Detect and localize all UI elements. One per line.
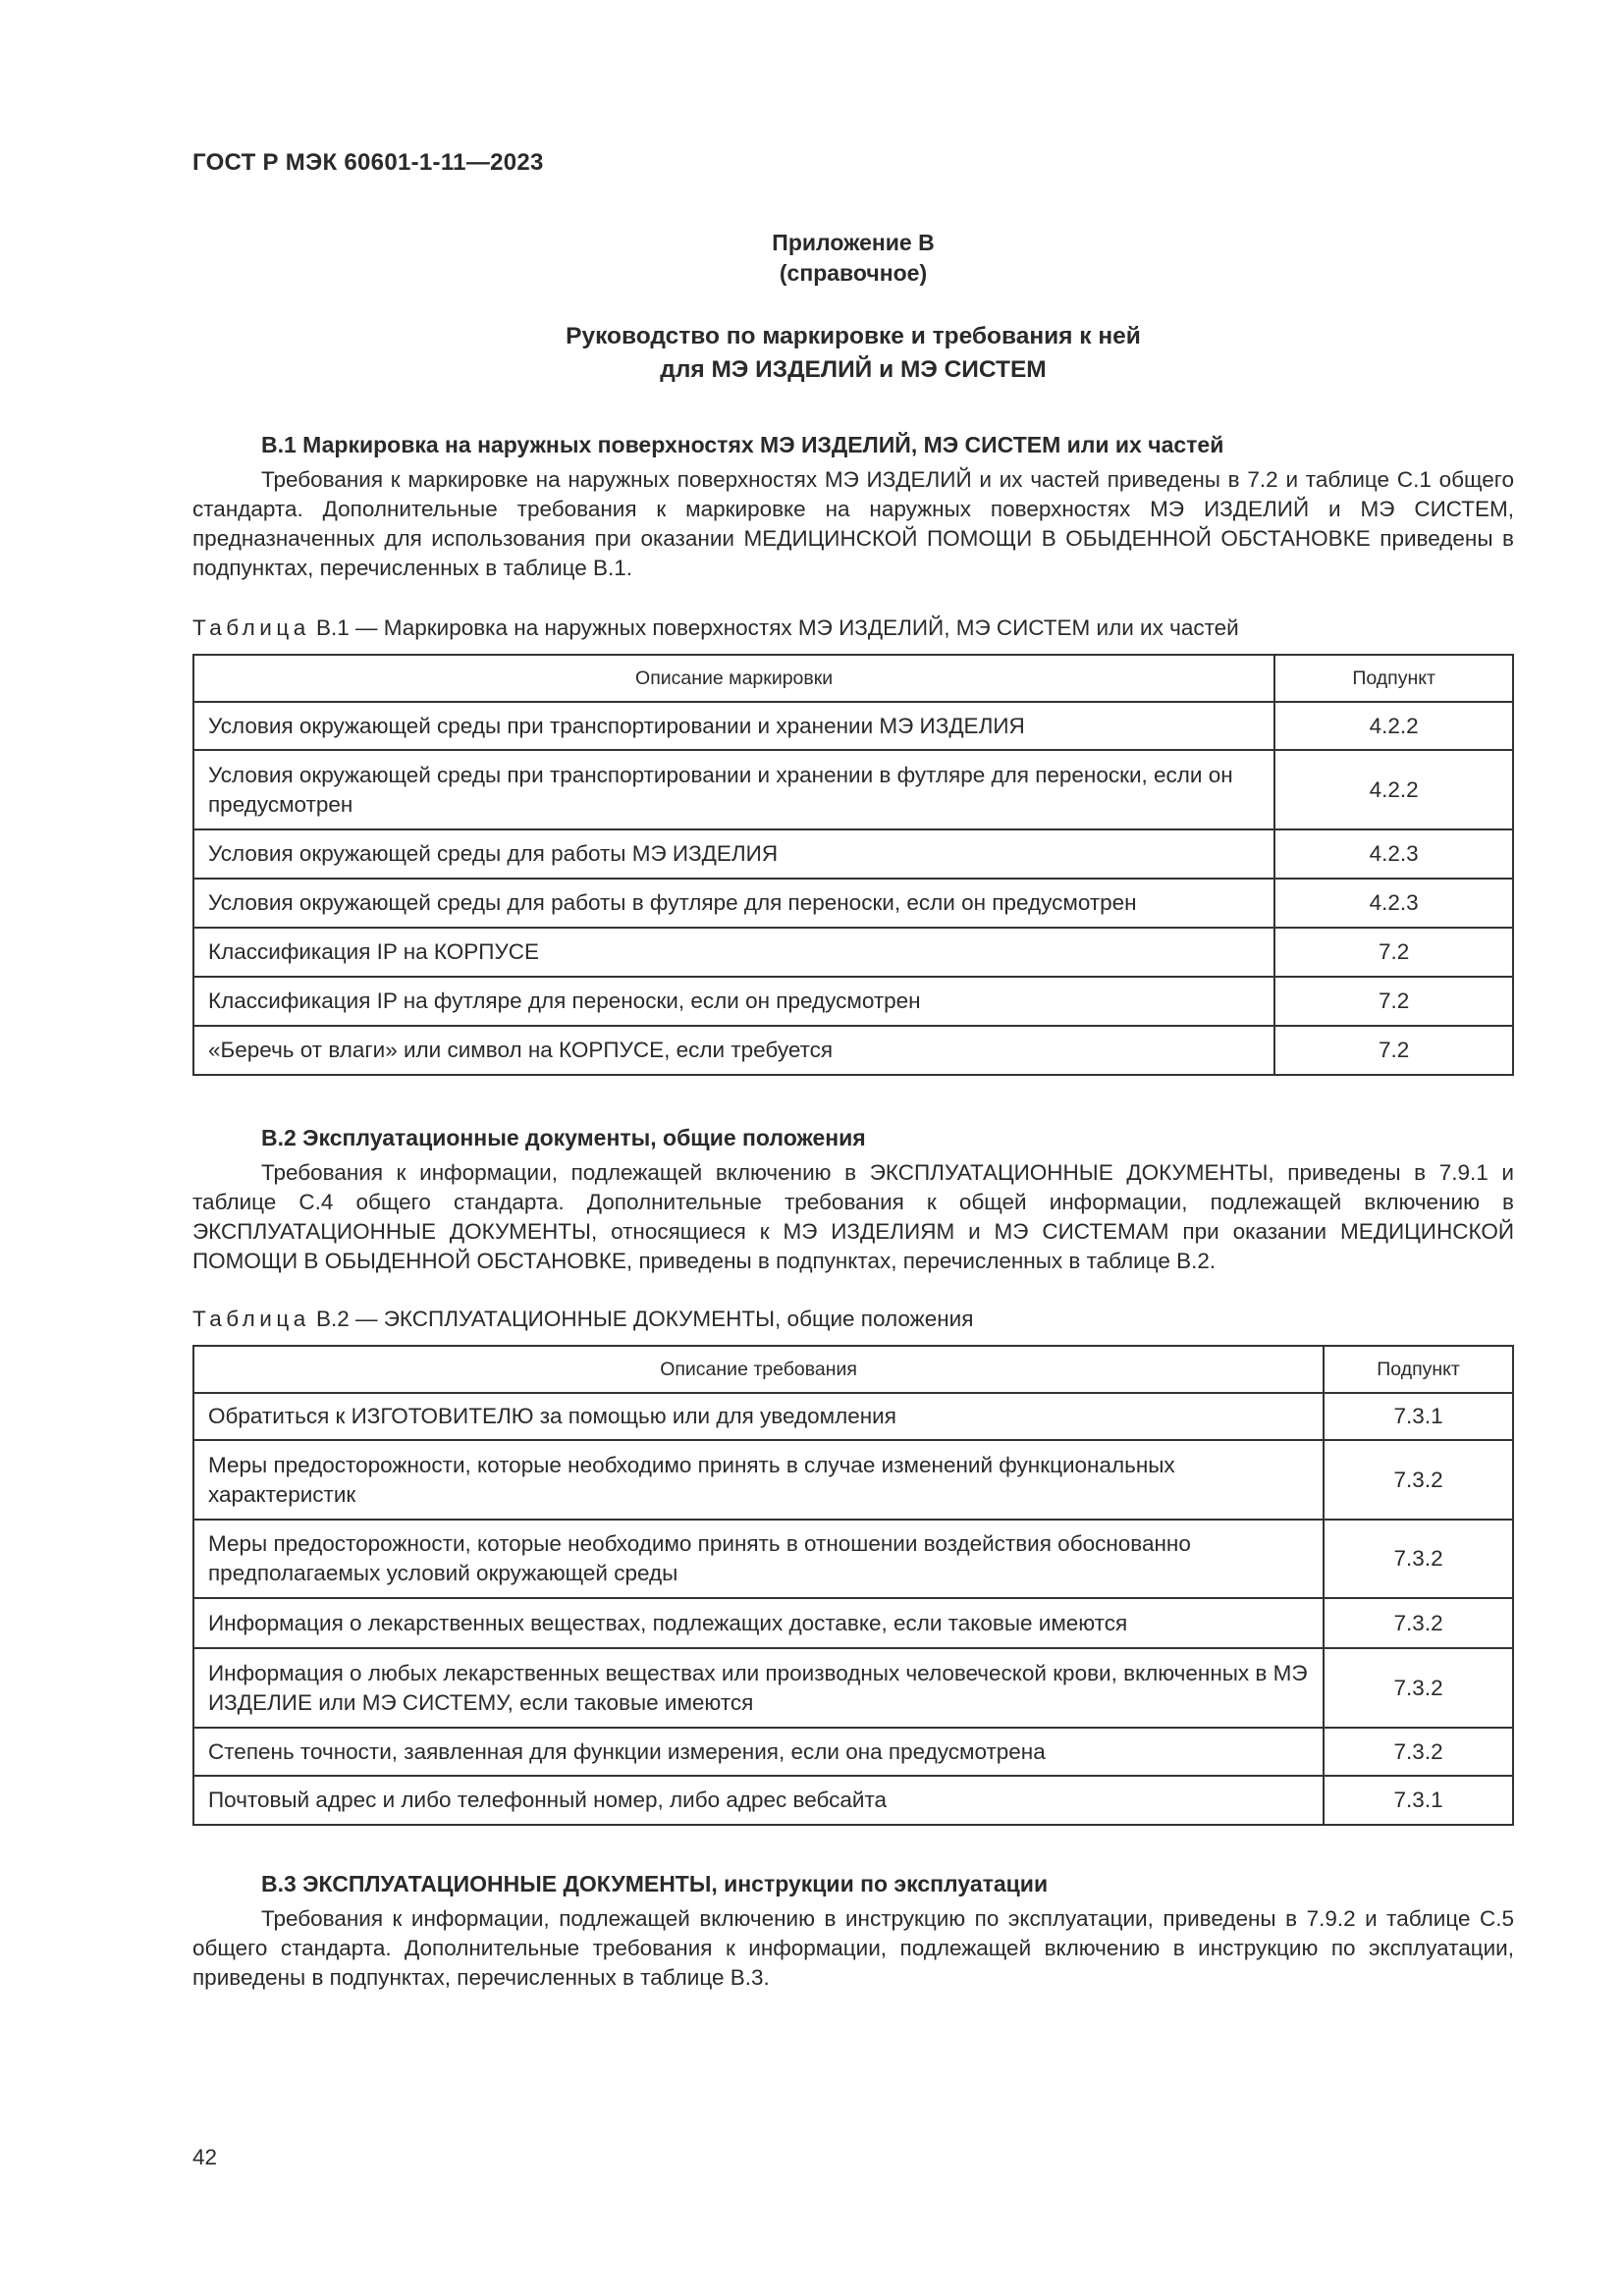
section-heading-b1: В.1 Маркировка на наружных поверхностях МЭ ИЗДЕЛИЙ, МЭ СИСТЕМ или их частей bbox=[261, 432, 1224, 457]
table-caption-b1 bbox=[192, 615, 1239, 641]
cell-subclause: 7.3.2 bbox=[1324, 1728, 1513, 1776]
table-row bbox=[193, 702, 1513, 750]
table-caption-text: В.1 — Маркировка на наружных поверхностях МЭ ИЗДЕЛИЙ, МЭ СИСТЕМ или их частей bbox=[309, 615, 1239, 640]
table-row bbox=[193, 1440, 1513, 1520]
annex-label: Приложение В bbox=[772, 230, 935, 255]
cell-description: Меры предосторожности, которые необходимо принять в случае изменений функциональных характеристик bbox=[193, 1440, 1324, 1520]
cell-description: Меры предосторожности, которые необходимо принять в отношении воздействия обоснованно предполагаемых условий окружающей среды bbox=[193, 1520, 1324, 1598]
table-row bbox=[193, 1598, 1513, 1648]
cell-subclause: 7.3.1 bbox=[1324, 1393, 1513, 1440]
table-row bbox=[193, 1393, 1513, 1440]
cell-description: Условия окружающей среды при транспортировании и хранении в футляре для переноски, если он предусмотрен bbox=[193, 750, 1274, 829]
annex-type: (справочное) bbox=[779, 260, 928, 286]
table-b1 bbox=[192, 654, 1514, 1076]
table-row bbox=[193, 977, 1513, 1026]
cell-subclause: 4.2.2 bbox=[1274, 750, 1513, 829]
table-caption-word: Таблица bbox=[192, 615, 310, 640]
table-row bbox=[193, 750, 1513, 829]
column-header-subclause: Подпункт bbox=[1324, 1346, 1513, 1393]
cell-subclause: 4.2.3 bbox=[1274, 879, 1513, 928]
annex-title bbox=[192, 320, 1514, 387]
cell-subclause: 4.2.3 bbox=[1274, 829, 1513, 879]
standard-header: ГОСТ Р МЭК 60601-1-11—2023 bbox=[192, 149, 544, 176]
section-heading-b2: В.2 Эксплуатационные документы, общие положения bbox=[261, 1125, 866, 1150]
table-caption-word: Таблица bbox=[192, 1307, 310, 1331]
cell-description: Условия окружающей среды для работы в футляре для переноски, если он предусмотрен bbox=[193, 879, 1274, 928]
section-heading-b3: В.3 ЭКСПЛУАТАЦИОННЫЕ ДОКУМЕНТЫ, инструкции по эксплуатации bbox=[261, 1871, 1049, 1896]
annex-title-line2: для МЭ ИЗДЕЛИЙ и МЭ СИСТЕМ bbox=[660, 356, 1047, 383]
cell-subclause: 7.3.2 bbox=[1324, 1598, 1513, 1648]
annex-label-block bbox=[192, 228, 1514, 289]
cell-subclause: 7.2 bbox=[1274, 928, 1513, 977]
cell-subclause: 7.3.2 bbox=[1324, 1520, 1513, 1598]
section-text-b2: Требования к информации, подлежащей включению в ЭКСПЛУАТАЦИОННЫЕ ДОКУМЕНТЫ, приведены в 7.9.1 и таблице С.4 общего стандарта. Дополнительные требования к общей информации, подлежащей включению в ЭКСПЛУАТАЦИОННЫЕ ДОКУМЕНТЫ, относящиеся к МЭ ИЗДЕЛИЯМ и МЭ СИСТЕМАМ при оказании МЕДИЦИНСКОЙ ПОМОЩИ В ОБЫДЕННОЙ ОБСТАНОВКЕ, приведены в подпунктах, перечисленных в таблице В.2. bbox=[192, 1160, 1514, 1273]
cell-description: Классификация IP на КОРПУСЕ bbox=[193, 928, 1274, 977]
table-row bbox=[193, 879, 1513, 928]
table-row bbox=[193, 1648, 1513, 1728]
cell-description: Степень точности, заявленная для функции измерения, если она предусмотрена bbox=[193, 1728, 1324, 1776]
table-row bbox=[193, 928, 1513, 977]
cell-subclause: 7.3.1 bbox=[1324, 1776, 1513, 1825]
table-row bbox=[193, 1520, 1513, 1598]
section-text-b3: Требования к информации, подлежащей включению в инструкцию по эксплуатации, приведены в 7.9.2 и таблице С.5 общего стандарта. Дополнительные требования к информации, подлежащей включению в инструкцию по эксплуатации, приведены в подпунктах, перечисленных в таблице В.3. bbox=[192, 1906, 1514, 1990]
cell-description: Условия окружающей среды для работы МЭ ИЗДЕЛИЯ bbox=[193, 829, 1274, 879]
column-header-subclause: Подпункт bbox=[1274, 655, 1513, 702]
cell-description: Классификация IP на футляре для переноски, если он предусмотрен bbox=[193, 977, 1274, 1026]
table-caption-text: В.2 — ЭКСПЛУАТАЦИОННЫЕ ДОКУМЕНТЫ, общие положения bbox=[309, 1307, 974, 1331]
cell-description: Информация о любых лекарственных веществах или производных человеческой крови, включенных в МЭ ИЗДЕЛИЕ или МЭ СИСТЕМУ, если таковые имеются bbox=[193, 1648, 1324, 1728]
cell-subclause: 7.3.2 bbox=[1324, 1440, 1513, 1520]
table-row bbox=[193, 1728, 1513, 1776]
column-header-description: Описание маркировки bbox=[193, 655, 1274, 702]
cell-subclause: 4.2.2 bbox=[1274, 702, 1513, 750]
table-b2 bbox=[192, 1345, 1514, 1826]
cell-description: Почтовый адрес и либо телефонный номер, либо адрес вебсайта bbox=[193, 1776, 1324, 1825]
section-text-b1: Требования к маркировке на наружных поверхностях МЭ ИЗДЕЛИЙ и их частей приведены в 7.2 и таблице С.1 общего стандарта. Дополнительные требования к маркировке на наружных поверхностях МЭ ИЗДЕЛИЙ и МЭ СИСТЕМ, предназначенных для использования при оказании МЕДИЦИНСКОЙ ПОМОЩИ В ОБЫДЕННОЙ ОБСТАНОВКЕ приведены в подпунктах, перечисленных в таблице В.1. bbox=[192, 467, 1514, 580]
table-caption-b2 bbox=[192, 1307, 973, 1332]
page-number: 42 bbox=[192, 2145, 218, 2169]
cell-subclause: 7.2 bbox=[1274, 977, 1513, 1026]
cell-description: Условия окружающей среды при транспортировании и хранении МЭ ИЗДЕЛИЯ bbox=[193, 702, 1274, 750]
cell-description: Обратиться к ИЗГОТОВИТЕЛЮ за помощью или для уведомления bbox=[193, 1393, 1324, 1440]
table-row bbox=[193, 1776, 1513, 1825]
cell-description: «Беречь от влаги» или символ на КОРПУСЕ, если требуется bbox=[193, 1026, 1274, 1075]
table-header-row bbox=[193, 1346, 1513, 1393]
table-row bbox=[193, 829, 1513, 879]
table-row bbox=[193, 1026, 1513, 1075]
cell-description: Информация о лекарственных веществах, подлежащих доставке, если таковые имеются bbox=[193, 1598, 1324, 1648]
table-header-row bbox=[193, 655, 1513, 702]
cell-subclause: 7.2 bbox=[1274, 1026, 1513, 1075]
column-header-description: Описание требования bbox=[193, 1346, 1324, 1393]
annex-title-line1: Руководство по маркировке и требования к ней bbox=[566, 323, 1141, 349]
cell-subclause: 7.3.2 bbox=[1324, 1648, 1513, 1728]
